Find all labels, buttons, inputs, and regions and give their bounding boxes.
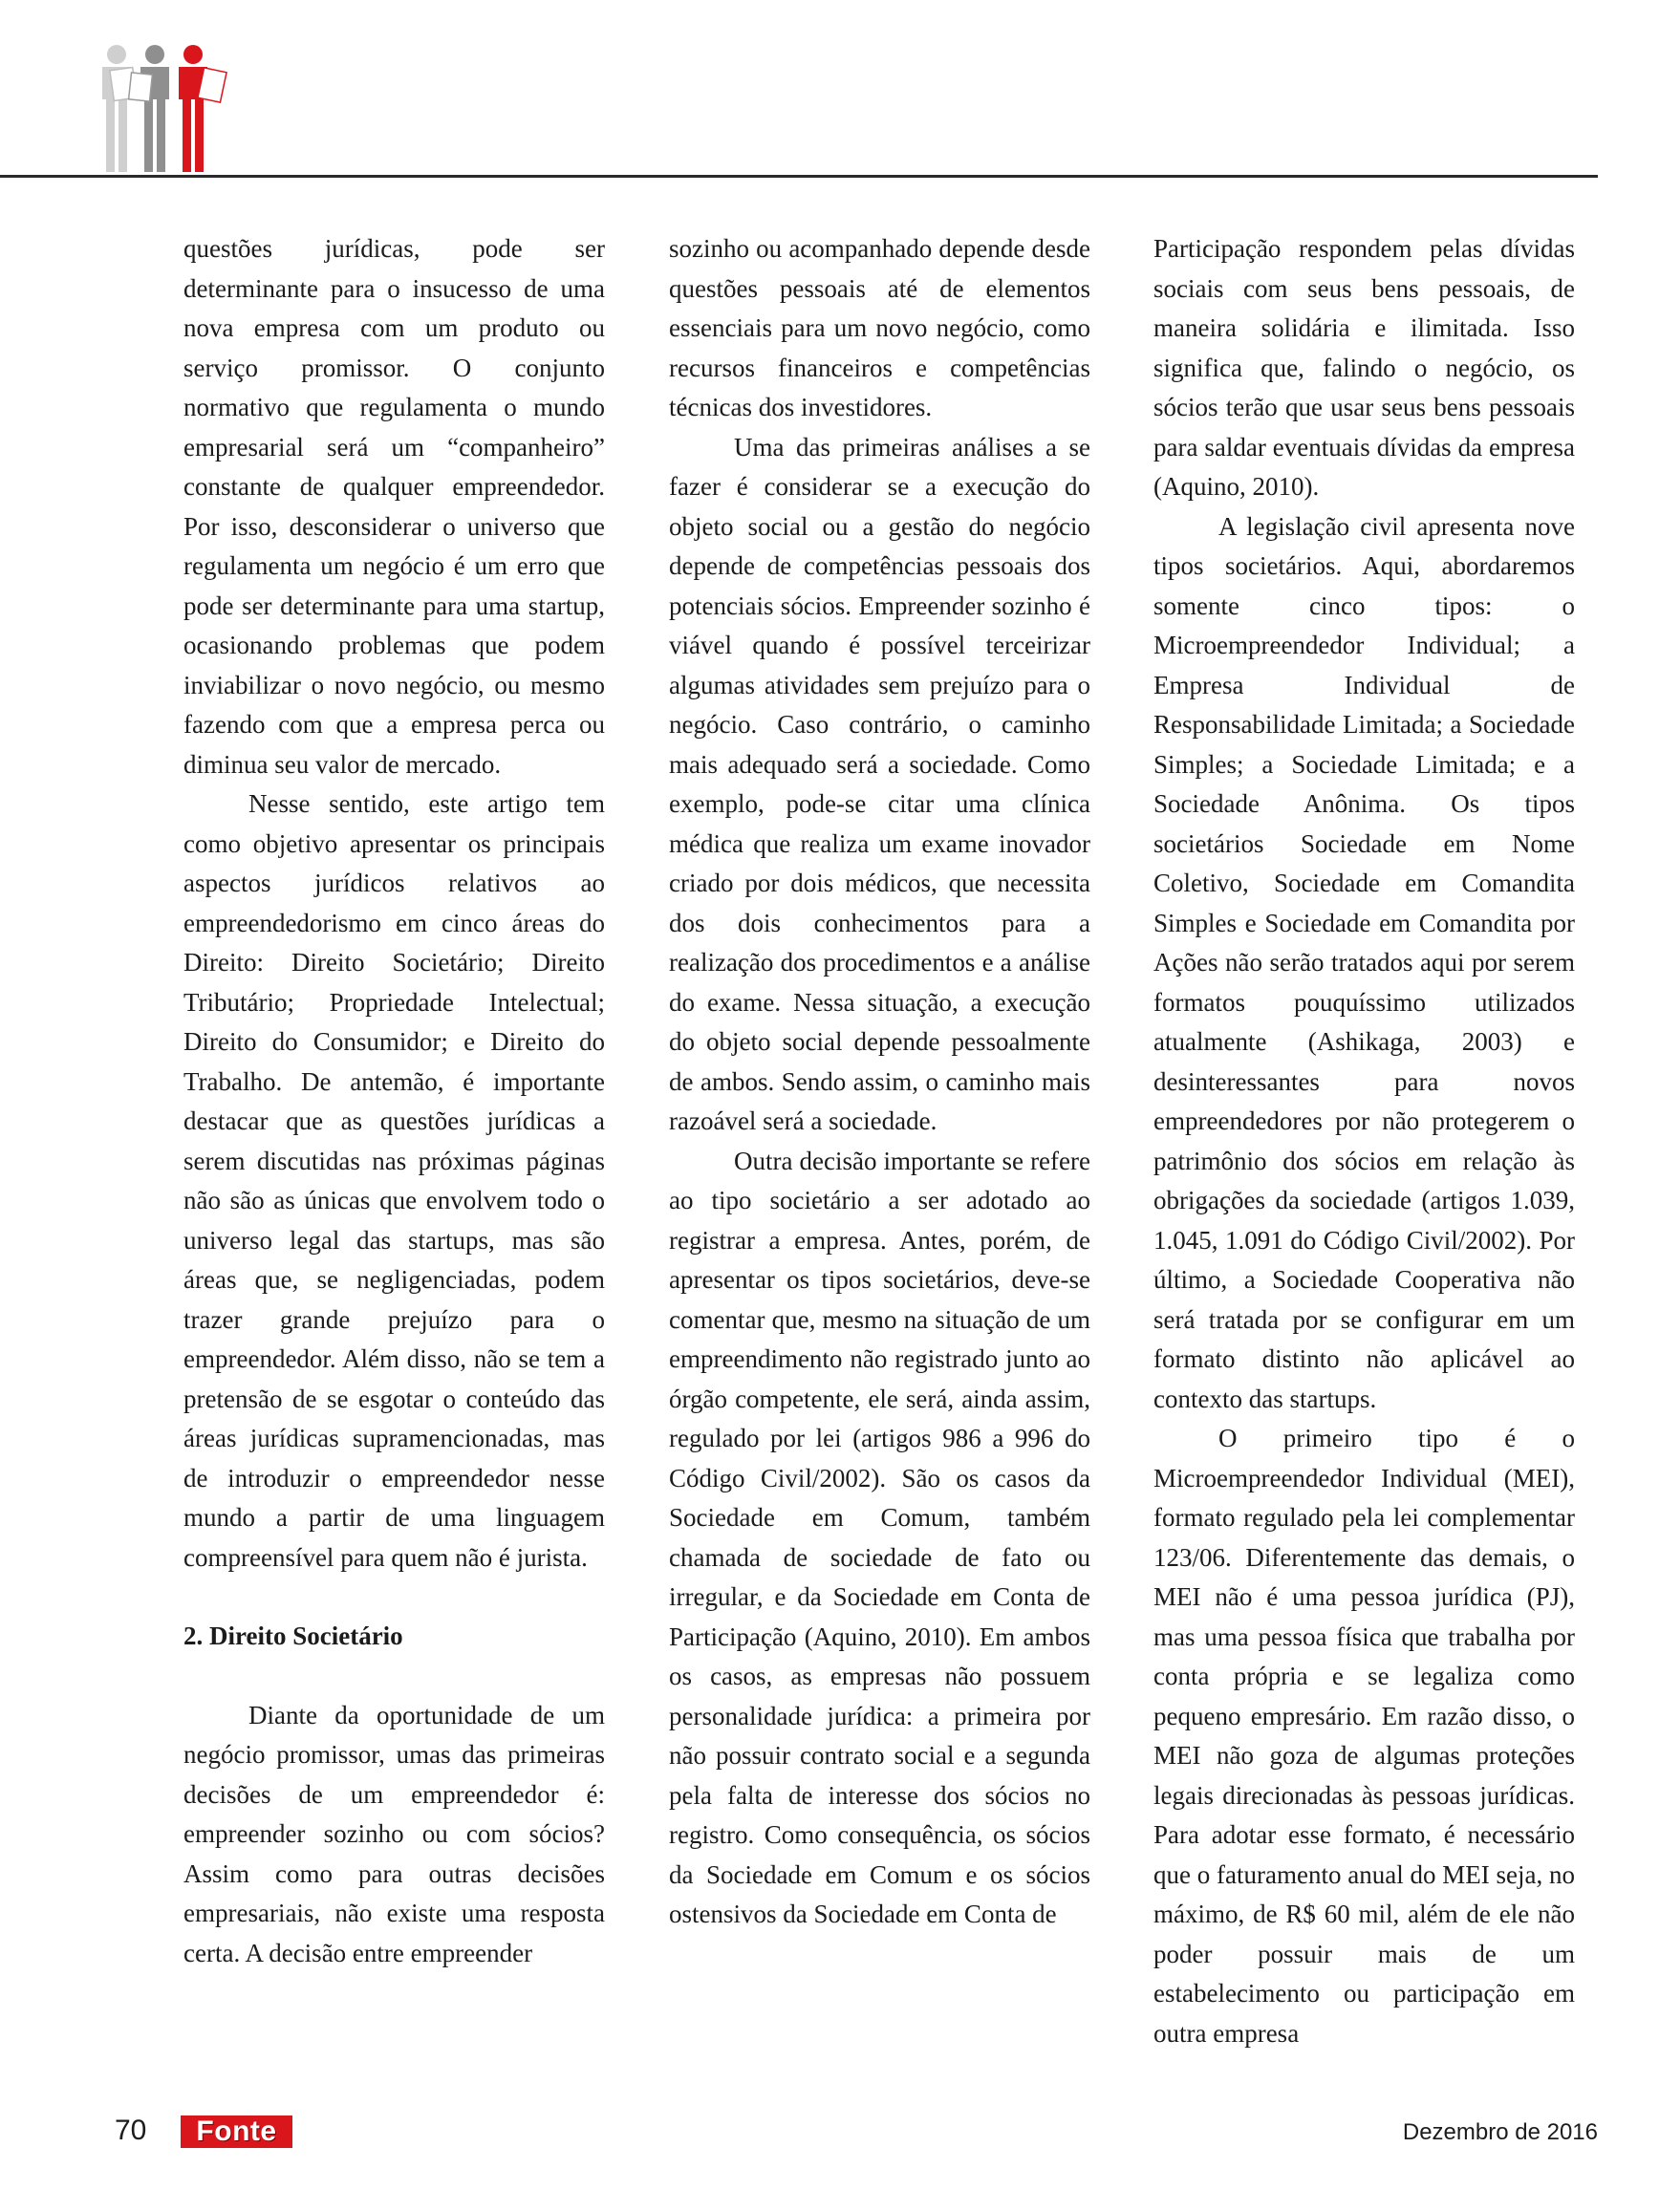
header-divider — [0, 175, 1598, 178]
paragraph: Outra decisão importante se refere ao tipo societário a ser adotado ao registrar a empresa. Antes, porém, de apresentar os tipos societários, deve-se comentar que, mesmo na situação de um empreendimento não registrado junto ao órgão competente, ele será, ainda assim, regulado por lei (artigos 986 a 996 do Código Civil/2002). São os casos da Sociedade em Comum, também chamada de sociedade de fato ou irregular, e da Sociedade em Conta de Participação (Aquino, 2010). Em ambos os casos, as empresas não possuem personalidade jurídica: a primeira por não possuir contrato social e a segunda pela falta de interesse dos sócios no registro. Como consequência, os sócios da Sociedade em Comum e os sócios ostensivos da Sociedade em Conta de — [669, 1146, 1090, 1928]
paragraph: Nesse sentido, este artigo tem como objetivo apresentar os principais aspectos jurídicos relativos ao empreendedorismo em cinco áreas do Direito: Direito Societário; Direito Tributário; Propriedade Intelectual; Direito do Consumidor; e Direito do Trabalho. De antemão, é importante destacar que as questões jurídicas a serem discutidas nas próximas páginas não são as únicas que envolvem todo o universo legal das startups, mas são áreas que, se negligenciadas, podem trazer grande prejuízo para o empreendedor. Além disso, não se tem a pretensão de se esgotar o conteúdo das áreas jurídicas supramencionadas, mas de introduzir o empreendedor nesse mundo a partir de uma linguagem compreensível para quem não é jurista. — [183, 789, 605, 1572]
paragraph: Diante da oportunidade de um negócio promissor, umas das primeiras decisões de um empreendedor é: empreender sozinho ou com sócios? Assim como para outras decisões empresariais, não existe uma resposta certa. A decisão entre empreender — [183, 1700, 605, 1967]
page-number: 70 — [115, 2115, 147, 2146]
paragraph: A legislação civil apresenta nove tipos societários. Aqui, abordaremos somente cinco tipos: o Microempreendedor Individual; a Empresa Individual de Responsabilidade Limitada; a Sociedade Simples; a Sociedade Limitada; e a Sociedade Anônima. Os tipos societários Sociedade em Nome Coletivo, Sociedade em Comandita Simples e Sociedade em Comandita por Ações não serão tratados aqui por serem formatos pouquíssimo utilizados atualmente (Ashikaga, 2003) e desinteressantes para novos empreendedores por não protegerem o patrimônio dos sócios em relação às obrigações da sociedade (artigos 1.039, 1.045, 1.091 do Código Civil/2002). Por último, a Sociedade Cooperativa não será tratada por se configurar em um formato distinto não aplicável ao contexto das startups. — [1153, 511, 1575, 1413]
paragraph: sozinho ou acompanhado depende desde questões pessoais até de elementos essenciais para um novo negócio, como recursos financeiros e competências técnicas dos investidores. — [669, 234, 1090, 421]
text-column-3 — [1153, 229, 1575, 2053]
paragraph: Uma das primeiras análises a se fazer é considerar se a execução do objeto social ou a gestão do negócio depende de competências pessoais dos potenciais sócios. Empreender sozinho é viável quando é possível terceirizar algumas atividades sem prejuízo para o negócio. Caso contrário, o caminho mais adequado será a sociedade. Como exemplo, pode-se citar uma clínica médica que realiza um exame inovador criado por dois médicos, que necessita dos dois conhecimentos para a realização dos procedimentos e a análise do exame. Nessa situação, a execução do objeto social depende pessoalmente de ambos. Sendo assim, o caminho mais razoável será a sociedade. — [669, 432, 1090, 1135]
issue-date: Dezembro de 2016 — [1402, 2119, 1598, 2145]
text-column-1 — [183, 229, 605, 1973]
section-heading: 2. Direito Societário — [183, 1621, 403, 1650]
paragraph: Participação respondem pelas dívidas sociais com seus bens pessoais, de maneira solidária e ilimitada. Isso significa que, falindo o negócio, os sócios terão que usar seus bens pessoais para saldar eventuais dívidas da empresa (Aquino, 2010). — [1153, 234, 1575, 501]
brand-logo: Fonte — [181, 2115, 292, 2148]
text-column-2 — [669, 229, 1090, 1935]
paragraph: questões jurídicas, pode ser determinante para o insucesso de uma nova empresa com um produto ou serviço promissor. O conjunto normativo que regulamenta o mundo empresarial será um “companheiro” constante de qualquer empreendedor. Por isso, desconsiderar o universo que regulamenta um negócio é um erro que pode ser determinante para uma startup, ocasionando problemas que podem inviabilizar o novo negócio, ou mesmo fazendo com que a empresa perca ou diminua seu valor de mercado. — [183, 234, 605, 779]
paragraph: O primeiro tipo é o Microempreendedor Individual (MEI), formato regulado pela lei complementar 123/06. Diferentemente das demais, o MEI não é uma pessoa jurídica (PJ), mas uma pessoa física que trabalha por conta própria e se legaliza como pequeno empresário. Em razão disso, o MEI não goza de algumas proteções legais direcionadas às pessoas jurídicas. Para adotar esse formato, é necessário que o faturamento anual do MEI seja, no máximo, de R$ 60 mil, além de ele não poder possuir mais de um estabelecimento ou participação em outra empresa — [1153, 1424, 1575, 2048]
three-people-figures-icon — [96, 43, 239, 177]
